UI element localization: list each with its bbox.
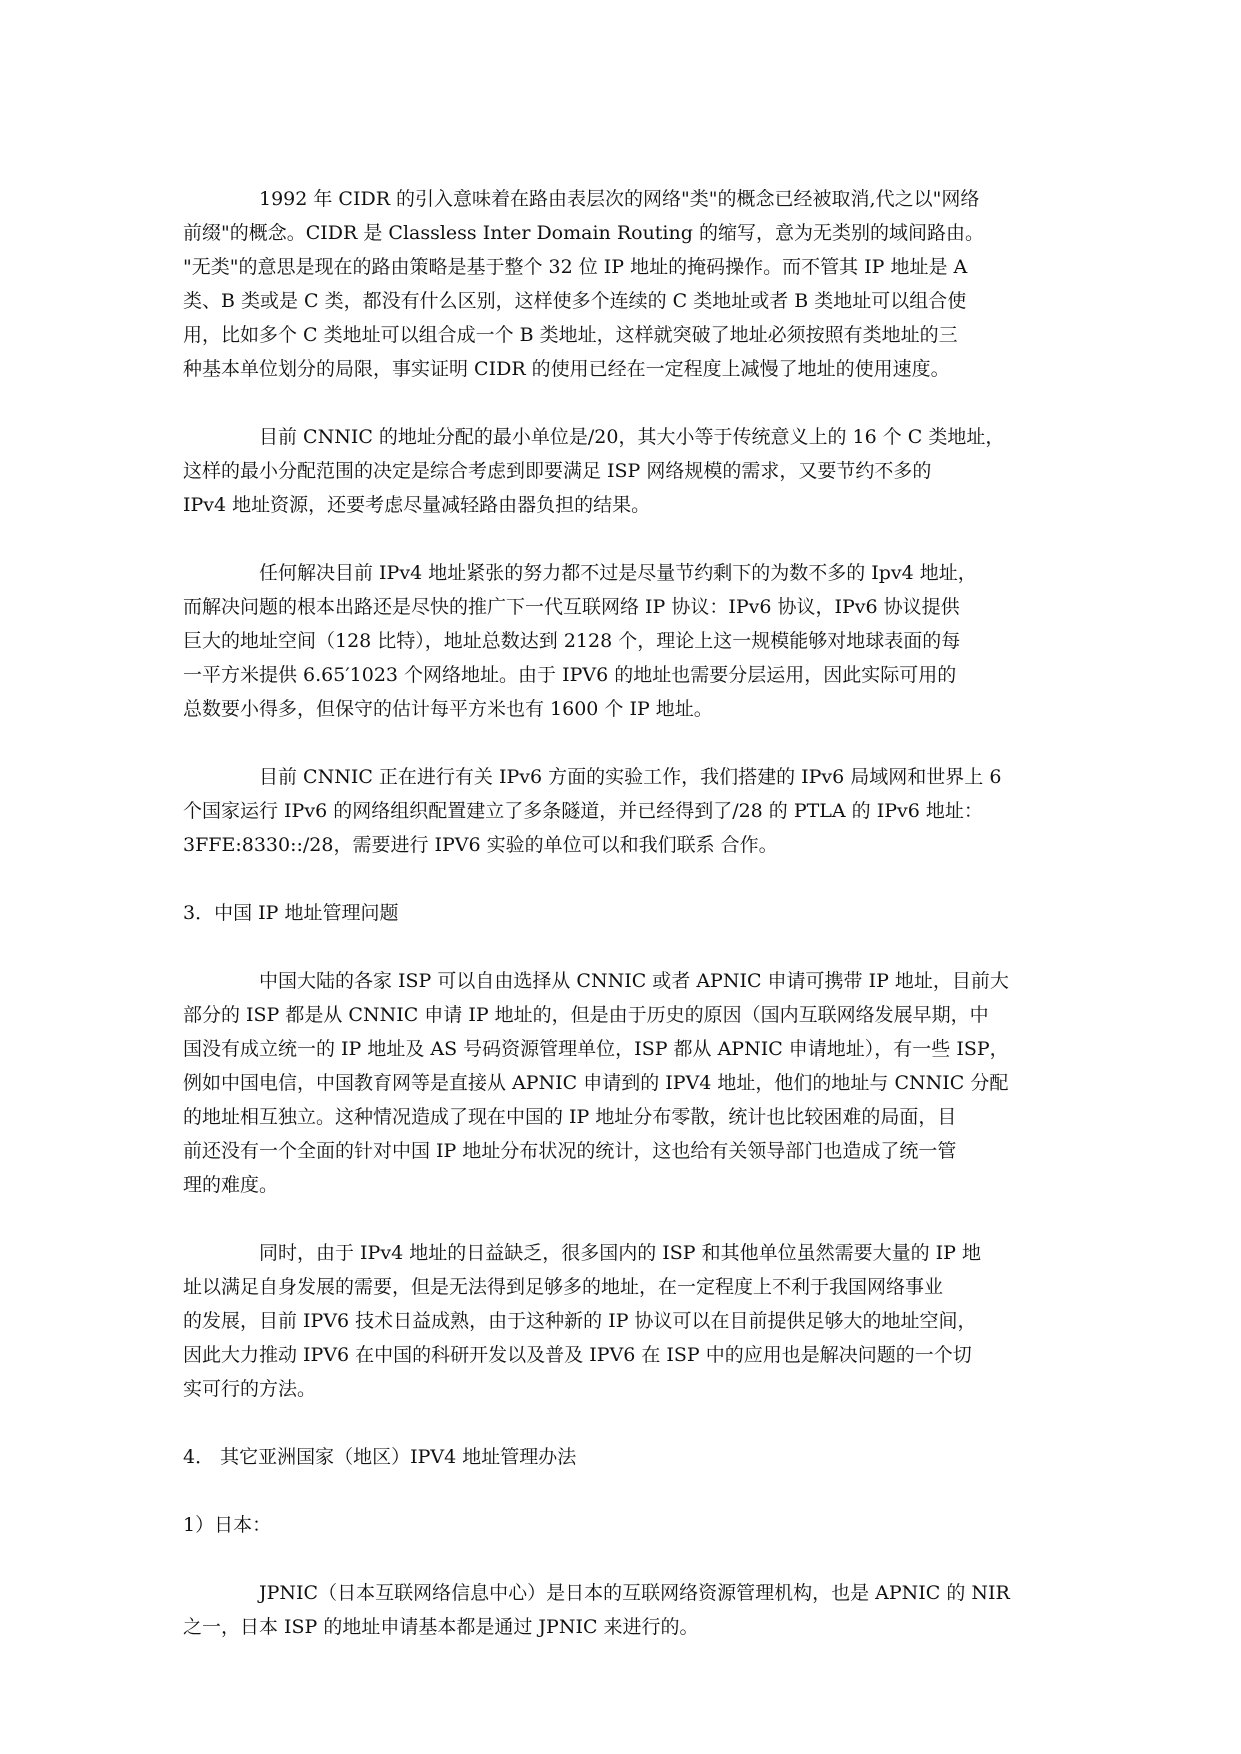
- text-line: 例如中国电信，中国教育网等是直接从 APNIC 申请到的 IPV4 地址，他们的地址与 CNNIC 分配: [183, 1072, 1009, 1094]
- paragraph-spacer: [183, 1542, 1063, 1576]
- paragraph-spacer: [183, 522, 1063, 556]
- paragraph: [183, 760, 1063, 862]
- paragraph: [183, 964, 1063, 1202]
- text-line: 同时，由于 IPv4 地址的日益缺乏，很多国内的 ISP 和其他单位虽然需要大量的 IP 地: [259, 1242, 981, 1264]
- document-body: [183, 182, 1063, 1644]
- text-line: 目前 CNNIC 正在进行有关 IPv6 方面的实验工作，我们搭建的 IPv6 局域网和世界上 6: [259, 766, 1002, 788]
- text-line: 用，比如多个 C 类地址可以组合成一个 B 类地址，这样就突破了地址必须按照有类地址的三: [183, 324, 958, 346]
- text-line: 1992 年 CIDR 的引入意味着在路由表层次的网络"类"的概念已经被取消,代之以"网络: [259, 188, 980, 210]
- paragraph-spacer: [183, 1406, 1063, 1440]
- text-line: 的地址相互独立。这种情况造成了现在中国的 IP 地址分布零散，统计也比较困难的局面，目: [183, 1106, 957, 1128]
- text-line: 理的难度。: [183, 1174, 279, 1196]
- text-line: "无类"的意思是现在的路由策略是基于整个 32 位 IP 地址的掩码操作。而不管其 IP 地址是 A: [183, 256, 968, 278]
- text-line: 任何解决目前 IPv4 地址紧张的努力都不过是尽量节约剩下的为数不多的 Ipv4 地址，: [259, 562, 977, 584]
- text-line: 3．中国 IP 地址管理问题: [183, 902, 399, 924]
- text-line: 中国大陆的各家 ISP 可以自由选择从 CNNIC 或者 APNIC 申请可携带 IP 地址，目前大: [259, 970, 1009, 992]
- text-line: JPNIC（日本互联网络信息中心）是日本的互联网络资源管理机构，也是 APNIC 的 NIR: [259, 1582, 1010, 1604]
- text-line: IPv4 地址资源，还要考虑尽量减轻路由器负担的结果。: [183, 494, 651, 516]
- text-line: 个国家运行 IPv6 的网络组织配置建立了多条隧道，并已经得到了/28 的 PTLA 的 IPv6 地址：: [183, 800, 983, 822]
- text-line: 而解决问题的根本出路还是尽快的推广下一代互联网络 IP 协议：IPv6 协议，IPv6 协议提供: [183, 596, 960, 618]
- paragraph-spacer: [183, 1202, 1063, 1236]
- text-line: 4． 其它亚洲国家（地区）IPV4 地址管理办法: [183, 1446, 577, 1468]
- paragraph: [183, 896, 1063, 930]
- paragraph: [183, 182, 1063, 386]
- text-line: 种基本单位划分的局限，事实证明 CIDR 的使用已经在一定程度上减慢了地址的使用速度。: [183, 358, 950, 380]
- text-line: 实可行的方法。: [183, 1378, 317, 1400]
- text-line: 前还没有一个全面的针对中国 IP 地址分布状况的统计，这也给有关领导部门也造成了统一管: [183, 1140, 957, 1162]
- paragraph: [183, 1440, 1063, 1474]
- paragraph: [183, 420, 1063, 522]
- text-line: 1）日本：: [183, 1514, 272, 1536]
- paragraph-spacer: [183, 930, 1063, 964]
- text-line: 前缀"的概念。CIDR 是 Classless Inter Domain Routing 的缩写，意为无类别的域间路由。: [183, 222, 984, 244]
- paragraph: [183, 556, 1063, 726]
- paragraph-spacer: [183, 1474, 1063, 1508]
- text-line: 类、B 类或是 C 类，都没有什么区别，这样使多个连续的 C 类地址或者 B 类地址可以组合使: [183, 290, 967, 312]
- text-line: 目前 CNNIC 的地址分配的最小单位是/20，其大小等于传统意义上的 16 个 C 类地址，: [259, 426, 1005, 448]
- paragraph: [183, 1508, 1063, 1542]
- text-line: 总数要小得多，但保守的估计每平方米也有 1600 个 IP 地址。: [183, 698, 713, 720]
- text-line: 因此大力推动 IPV6 在中国的科研开发以及普及 IPV6 在 ISP 中的应用也是解决问题的一个切: [183, 1344, 972, 1366]
- text-line: 的发展，目前 IPV6 技术日益成熟，由于这种新的 IP 协议可以在目前提供足够大的地址空间，: [183, 1310, 977, 1332]
- text-line: 巨大的地址空间（128 比特），地址总数达到 2128 个，理论上这一规模能够对地球表面的每: [183, 630, 961, 652]
- paragraph: [183, 1236, 1063, 1406]
- text-line: 3FFE:8330::/28，需要进行 IPV6 实验的单位可以和我们联系 合作。: [183, 834, 778, 856]
- paragraph-spacer: [183, 862, 1063, 896]
- paragraph: [183, 1576, 1063, 1644]
- text-line: 部分的 ISP 都是从 CNNIC 申请 IP 地址的，但是由于历史的原因（国内互联网络发展早期，中: [183, 1004, 989, 1026]
- text-line: 址以满足自身发展的需要，但是无法得到足够多的地址，在一定程度上不利于我国网络事业: [183, 1276, 944, 1298]
- paragraph-spacer: [183, 726, 1063, 760]
- text-line: 一平方米提供 6.65′1023 个网络地址。由于 IPV6 的地址也需要分层运用，因此实际可用的: [183, 664, 957, 686]
- text-line: 这样的最小分配范围的决定是综合考虑到即要满足 ISP 网络规模的需求，又要节约不多的: [183, 460, 932, 482]
- text-line: 之一，日本 ISP 的地址申请基本都是通过 JPNIC 来进行的。: [183, 1616, 699, 1638]
- text-line: 国没有成立统一的 IP 地址及 AS 号码资源管理单位，ISP 都从 APNIC 申请地址），有一些 ISP，: [183, 1038, 1009, 1060]
- paragraph-spacer: [183, 386, 1063, 420]
